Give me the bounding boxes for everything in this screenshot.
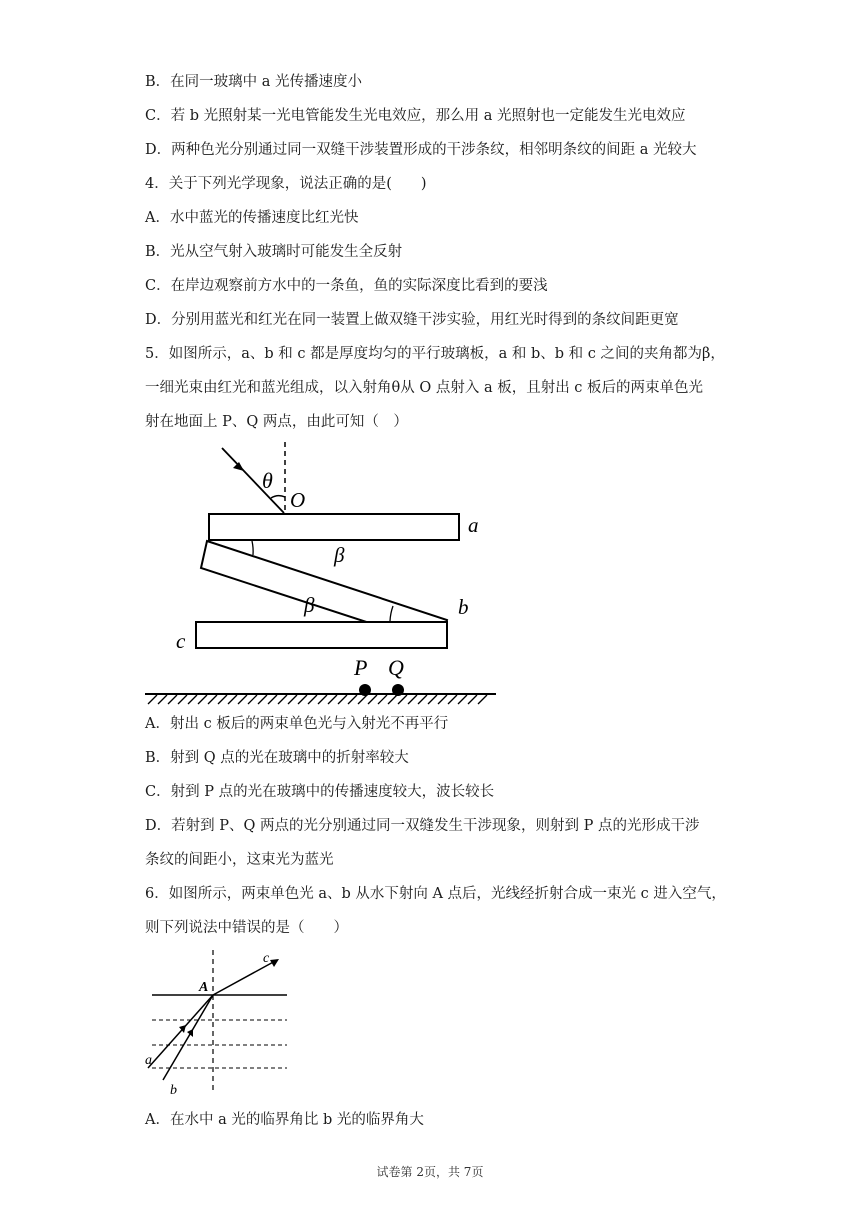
q4-option-c: C．在岸边观察前方水中的一条鱼，鱼的实际深度比看到的要浅 bbox=[145, 278, 548, 294]
label-p: P bbox=[354, 655, 368, 680]
label-point-a: A bbox=[199, 980, 209, 995]
q4-option-b: B．光从空气射入玻璃时可能发生全反射 bbox=[145, 244, 403, 260]
q5-stem-line-3: 射在地面上 P、Q 两点，由此可知（ ） bbox=[145, 414, 408, 430]
q3-option-b: B．在同一玻璃中 a 光传播速度小 bbox=[145, 74, 363, 90]
label-b: b bbox=[170, 1083, 177, 1098]
q6-figure bbox=[140, 948, 300, 1100]
label-beta-bottom: β bbox=[304, 593, 315, 617]
q5-option-a: A．射出 c 板后的两束单色光与入射光不再平行 bbox=[145, 716, 449, 732]
q5-stem-line-2: 一细光束由红光和蓝光组成，以入射角θ从 O 点射入 a 板，且射出 c 板后的两束单色光 bbox=[145, 380, 704, 396]
ray-b-arrow bbox=[187, 1029, 193, 1037]
label-o: O bbox=[290, 488, 306, 512]
q6-stem-line-1: 6．如图所示，两束单色光 a、b 从水下射向 A 点后，光线经折射合成一束光 c 进入空气， bbox=[145, 886, 726, 902]
ground-hatching bbox=[148, 695, 487, 704]
q3-option-d: D．两种色光分别通过同一双缝干涉装置形成的干涉条纹，相邻明条纹的间距 a 光较大 bbox=[145, 142, 697, 158]
q5-option-c: C．射到 P 点的光在玻璃中的传播速度较大，波长较长 bbox=[145, 784, 495, 800]
q4-option-d: D．分别用蓝光和红光在同一装置上做双缝干涉实验，用红光时得到的条纹间距更宽 bbox=[145, 312, 679, 328]
beta-arc-top bbox=[252, 541, 253, 555]
label-b: b bbox=[458, 595, 469, 619]
page-footer: 试卷第 2页，共 7页 bbox=[376, 1165, 484, 1179]
incident-arrow bbox=[233, 462, 244, 471]
q5-stem-line-1: 5．如图所示，a、b 和 c 都是厚度均匀的平行玻璃板，a 和 b、b 和 c 之间的夹角都为β， bbox=[145, 346, 725, 362]
q5-figure bbox=[140, 438, 510, 706]
plate-c bbox=[196, 622, 447, 648]
q6-stem-line-2: 则下列说法中错误的是（ ） bbox=[145, 920, 348, 936]
q5-option-d-line-2: 条纹的间距小，这束光为蓝光 bbox=[145, 852, 334, 868]
q4-option-a: A．水中蓝光的传播速度比红光快 bbox=[145, 210, 359, 226]
label-beta-top: β bbox=[334, 543, 345, 567]
ray-b bbox=[163, 995, 213, 1080]
label-c: c bbox=[263, 951, 270, 966]
label-theta: θ bbox=[262, 468, 273, 493]
q5-option-b: B．射到 Q 点的光在玻璃中的折射率较大 bbox=[145, 750, 409, 766]
label-a: a bbox=[145, 1053, 152, 1068]
label-q: Q bbox=[388, 655, 404, 680]
q3-option-c: C．若 b 光照射某一光电管能发生光电效应，那么用 a 光照射也一定能发生光电效应 bbox=[145, 108, 686, 124]
incident-ray bbox=[222, 448, 284, 513]
q6-option-a: A．在水中 a 光的临界角比 b 光的临界角大 bbox=[145, 1112, 424, 1128]
label-a: a bbox=[468, 513, 479, 537]
ray-a bbox=[148, 995, 213, 1068]
theta-arc bbox=[271, 496, 285, 498]
q5-option-d-line-1: D．若射到 P、Q 两点的光分别通过同一双缝发生干涉现象，则射到 P 点的光形成干涉 bbox=[145, 818, 700, 834]
label-c: c bbox=[176, 629, 186, 653]
q4-stem: 4．关于下列光学现象，说法正确的是( ) bbox=[145, 176, 427, 192]
plate-a bbox=[209, 514, 459, 540]
